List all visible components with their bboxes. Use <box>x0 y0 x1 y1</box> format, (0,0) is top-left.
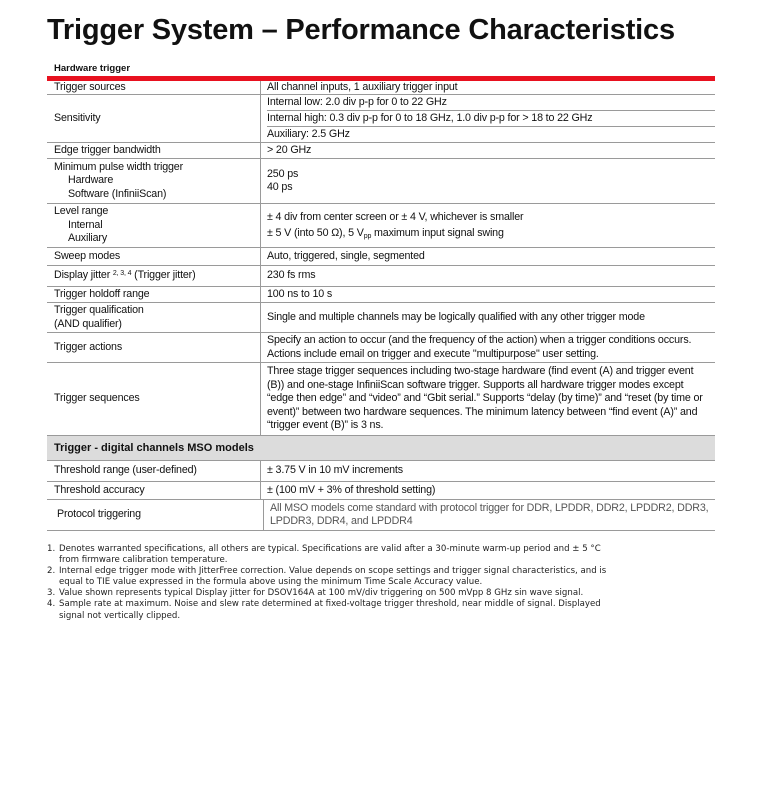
page-title: Trigger System – Performance Characteristics <box>47 14 675 46</box>
row-label: Protocol triggering <box>57 508 141 521</box>
row-label: Edge trigger bandwidth <box>54 143 161 156</box>
row-label: Sensitivity <box>54 111 101 124</box>
row-value: Single and multiple channels may be logically qualified with any other trigger mode <box>260 303 715 332</box>
value-internal: ± 4 div from center screen or ± 4 V, whichever is smaller <box>267 210 524 223</box>
row-sweep-modes <box>47 248 715 266</box>
row-min-pulse-width <box>47 159 715 204</box>
row-label: Display jitter $^{2, 3, 4}$ (Trigger jitter) <box>54 269 196 282</box>
label-sub: Internal <box>68 218 103 231</box>
row-value: > 20 GHz <box>260 143 715 158</box>
spec-table <box>47 62 715 531</box>
sensitivity-auxiliary: Auxiliary: 2.5 GHz <box>267 128 350 140</box>
row-threshold-range <box>47 461 715 482</box>
row-value: ± (100 mV + 3% of threshold setting) <box>260 482 715 499</box>
row-value: All channel inputs, 1 auxiliary trigger input <box>260 81 715 94</box>
row-trigger-sources <box>47 81 715 95</box>
footnote: 4. Sample rate at maximum. Noise and slew rate determined at fixed-voltage trigger threshold, near middle of signal. Displayed signal not vertically clipped. <box>47 599 601 621</box>
row-label: Trigger actions <box>54 340 123 353</box>
row-protocol-triggering <box>47 500 715 531</box>
label-main: Minimum pulse width trigger <box>54 160 183 173</box>
footnote: 3. Value shown represents typical Display jitter for DSOV164A at 100 mV/div triggering on 500 mVpp 8 GHz sin wave signal. <box>47 588 584 599</box>
row-label: Trigger sequences <box>54 392 140 405</box>
row-holdoff <box>47 287 715 303</box>
label-sub: Auxiliary <box>68 232 108 245</box>
row-value: ± 3.75 V in 10 mV increments <box>260 461 715 481</box>
label-sub: Hardware <box>68 174 114 187</box>
row-label: Sweep modes <box>54 249 121 262</box>
label-sub: Software (InfiniiScan) <box>68 187 167 200</box>
value-hardware: 250 ps <box>267 167 299 180</box>
row-level-range <box>47 204 715 248</box>
footnote: 1. Denotes warranted specifications, all others are typical. Specifications are valid after a 30-minute warm-up period and ± 5 °C from firmware calibration temperature. <box>47 544 601 566</box>
mso-section-band: Trigger - digital channels MSO models <box>47 436 715 461</box>
sensitivity-internal-low: Internal low: 2.0 div p-p for 0 to 22 GHz <box>267 95 715 111</box>
row-sensitivity <box>47 95 715 143</box>
row-qualification <box>47 303 715 333</box>
row-value: Auto, triggered, single, segmented <box>260 248 715 265</box>
footnotes <box>47 544 719 622</box>
row-trigger-actions <box>47 333 715 363</box>
row-label: Trigger qualification (AND qualifier) <box>54 304 144 330</box>
row-value <box>260 204 715 247</box>
sensitivity-internal-high: Internal high: 0.3 div p-p for 0 to 18 GHz, 1.0 div p-p for > 18 to 22 GHz <box>267 111 715 127</box>
row-threshold-accuracy <box>47 482 715 500</box>
footnote: 2. Internal edge trigger mode with JitterFree correction. Value depends on scope settings and trigger signal characteristics, and is equal to TIE value expressed in the formula above using the minimum Time Scale Accuracy value. <box>47 566 607 588</box>
section-heading: Hardware trigger <box>54 63 131 74</box>
row-edge-bandwidth <box>47 143 715 159</box>
row-value: Specify an action to occur (and the frequency of the action) when a trigger conditions occurs. Actions include email on trigger and execute "multipurpose" user setting. <box>260 333 715 362</box>
row-value <box>260 159 715 203</box>
row-label <box>47 159 260 203</box>
row-display-jitter <box>47 266 715 287</box>
label-main: Level range <box>54 205 109 218</box>
row-value: 230 fs rms <box>260 266 715 286</box>
row-value <box>260 95 715 142</box>
row-label <box>47 204 260 247</box>
value-auxiliary: ± 5 V (into 50 Ω), 5 $V_{pp}$ maximum input signal swing <box>267 227 504 240</box>
row-label: Trigger holdoff range <box>54 287 150 300</box>
value-software: 40 ps <box>267 181 293 193</box>
row-trigger-sequences <box>47 363 715 436</box>
row-value: 100 ns to 10 s <box>260 287 715 302</box>
row-value: All MSO models come standard with protocol trigger for DDR, LPDDR, DDR2, LPDDR2, DDR3, LPDDR3, DDR4, and LPDDR4 <box>263 500 715 530</box>
row-label: Trigger sources <box>54 80 126 93</box>
row-label: Threshold accuracy <box>54 483 145 496</box>
row-label: Threshold range (user-defined) <box>54 464 197 477</box>
row-value: Three stage trigger sequences including two-stage hardware (find event (A) and trigger event (B)) and one-stage InfiniiScan software trigger. Supports all hardware trigger modes except “edge then edge” and “video” and “Gbit serial.” Supports “delay (by time)” and “reset (by time or event)” between two hardware sequences. The minimum latency between “find event (A)” and “trigger event (B)” is 3 ns. <box>260 363 715 435</box>
